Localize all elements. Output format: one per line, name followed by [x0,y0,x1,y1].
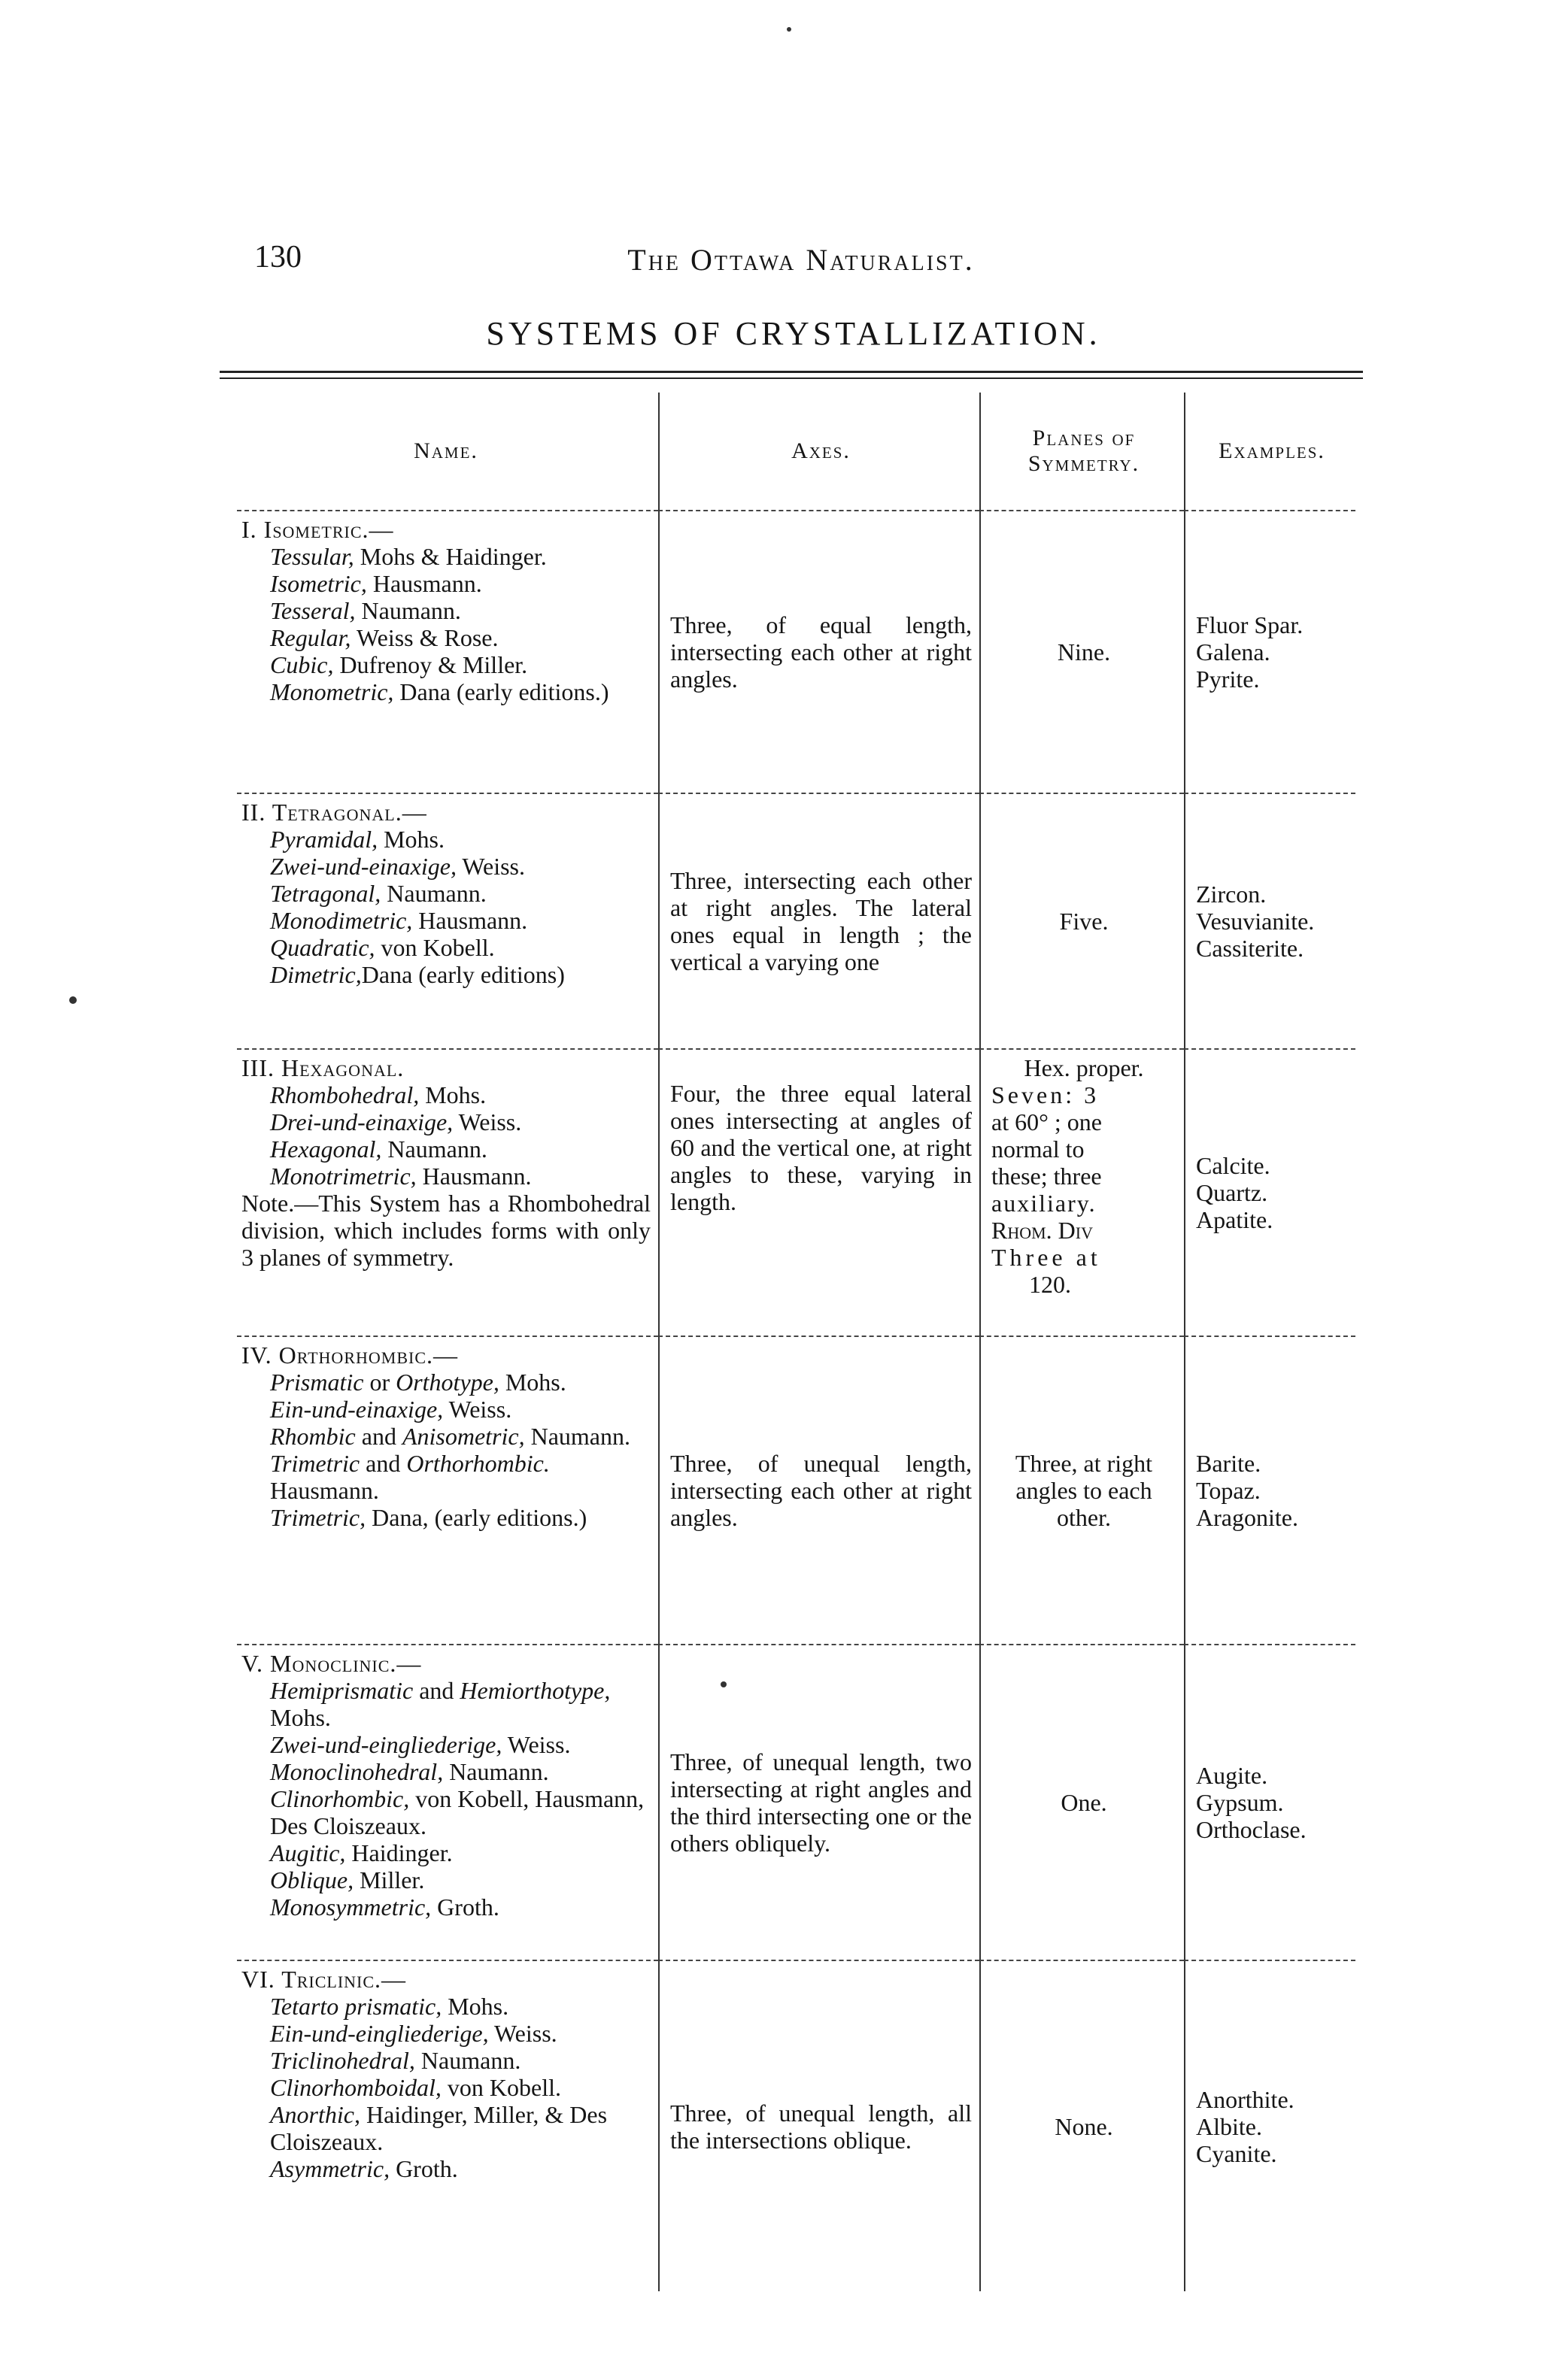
example: Apatite. [1196,1206,1273,1233]
example: Topaz. [1196,1477,1261,1504]
synonym-list [241,1677,651,1921]
example: Augite. [1196,1762,1268,1789]
synonym: Trimetric, Dana, (early editions.) [270,1504,587,1531]
example: Fluor Spar. [1196,611,1304,638]
top-rule-thin [220,377,1363,379]
row-tetragonal-planes: Five. [979,794,1184,1050]
planes-line: 120. [1029,1271,1071,1298]
example: Vesuvianite. [1196,908,1315,935]
example: Pyrite. [1196,665,1260,693]
synonym: Isometric, Hausmann. [270,570,482,597]
row-triclinic-axes: Three, of unequal length, all the intersections oblique. [658,1961,979,2291]
synonym: Rhombic and Anisometric, Naumann. [270,1423,630,1450]
example: Calcite. [1196,1152,1270,1179]
example: Cassiterite. [1196,935,1304,962]
header-examples: Examples. [1184,393,1355,511]
header-axes: Axes. [658,393,979,511]
synonym: Tesseral, Naumann. [270,597,461,624]
example: Albite. [1196,2112,1262,2140]
row-monoclinic-name [237,1645,658,1961]
synonym: Oblique, Miller. [270,1866,425,1893]
synonym: Prismatic or Orthotype, Mohs. [270,1369,566,1396]
example: Cyanite. [1196,2139,1277,2167]
example: Barite. [1196,1450,1261,1477]
synonym: Ein-und-einaxige, Weiss. [270,1396,512,1423]
synonym: Monotrimetric, Hausmann. [270,1163,532,1190]
row-isometric-examples [1184,511,1355,794]
row-monoclinic-examples [1184,1645,1355,1961]
synonym: Monodimetric, Hausmann. [270,907,528,934]
row-tetragonal-examples [1184,794,1355,1050]
top-rule [220,371,1363,373]
example: Galena. [1196,638,1270,665]
synonym: Quadratic, von Kobell. [270,934,495,961]
row-hexagonal-planes [979,1050,1184,1337]
synonym: Monosymmetric, Groth. [270,1893,499,1921]
planes-line: Hex. proper. [1024,1054,1144,1081]
synonym: Trimetric and Orthorhombic. Hausmann. [270,1450,550,1504]
planes-line: these; three [991,1163,1102,1190]
section-title: V. Monoclinic.— [241,1650,422,1677]
section-title: IV. Orthorhombic.— [241,1342,459,1369]
row-triclinic-examples [1184,1961,1355,2291]
synonym: Monometric, Dana (early editions.) [270,678,609,705]
row-tetragonal-axes: Three, intersecting each other at right angles. The lateral ones equal in length ; the vertical a varying one [658,794,979,1050]
planes-line: at 60° ; one [991,1108,1102,1135]
row-orthorhombic-planes: Three, at right angles to each other. [979,1337,1184,1645]
row-hexagonal-axes: Four, the three equal lateral ones intersecting at angles of 60 and the vertical one, at right angles to these, varying in length. [658,1050,979,1337]
synonym: Asymmetric, Groth. [270,2155,458,2182]
header-planes: Planes of Symmetry. [979,393,1184,511]
synonym-list [241,1993,651,2182]
synonym: Pyramidal, Mohs. [270,826,445,853]
synonym: Zwei-und-einaxige, Weiss. [270,853,525,880]
row-hexagonal-examples [1184,1050,1355,1337]
row-isometric-planes: Nine. [979,511,1184,794]
example: Gypsum. [1196,1789,1284,1816]
synonym: Tetarto prismatic, Mohs. [270,1993,509,2020]
synonym: Monoclinohedral, Naumann. [270,1758,549,1785]
planes-line: Seven: 3 [991,1081,1100,1108]
synonym: Anorthic, Haidinger, Miller, & Des Cloiszeaux. [270,2101,608,2155]
row-orthorhombic-axes: Three, of unequal length, intersecting each other at right angles. [658,1337,979,1645]
synonym-list [241,1081,651,1190]
row-isometric-name [237,511,658,794]
row-orthorhombic-name [237,1337,658,1645]
example: Anorthite. [1196,2085,1294,2113]
synonym: Cubic, Dufrenoy & Miller. [270,651,528,678]
synonym: Clinorhombic, von Kobell, Hausmann, Des Cloiszeaux. [270,1785,645,1839]
row-tetragonal-name [237,794,658,1050]
print-speck [787,27,791,32]
synonym: Dimetric,Dana (early editions) [270,961,565,988]
example: Orthoclase. [1196,1816,1307,1843]
header-name: Name. [237,393,658,511]
table-title: SYSTEMS OF CRYSTALLIZATION. [486,315,1101,352]
section-title: III. Hexagonal. [241,1054,405,1081]
synonym: Tetragonal, Naumann. [270,880,487,907]
print-speck [721,1681,727,1687]
running-head: The Ottawa Naturalist. [627,243,975,277]
synonym: Rhombohedral, Mohs. [270,1081,487,1108]
synonym-list [241,826,651,988]
synonym: Ein-und-eingliederige, Weiss. [270,2020,557,2047]
crystal-systems-table [237,393,1355,2291]
planes-line: normal to [991,1135,1085,1163]
synonym-list [241,543,651,705]
planes-line: Three at [991,1244,1101,1271]
hexagonal-note: Note.—This System has a Rhombohedral division, which includes forms with only 3 planes of symmetry. [241,1190,651,1271]
row-triclinic-planes: None. [979,1961,1184,2291]
row-hexagonal-name [237,1050,658,1337]
page-number: 130 [254,240,302,274]
synonym: Zwei-und-eingliederige, Weiss. [270,1731,571,1758]
margin-mark [69,996,77,1004]
synonym: Drei-und-einaxige, Weiss. [270,1108,522,1135]
synonym: Hexagonal, Naumann. [270,1135,487,1163]
synonym: Tessular, Mohs & Haidinger. [270,543,547,570]
section-title: VI. Triclinic.— [241,1966,407,1993]
example: Zircon. [1196,881,1267,908]
row-monoclinic-planes: One. [979,1645,1184,1961]
synonym: Augitic, Haidinger. [270,1839,453,1866]
row-triclinic-name [237,1961,658,2291]
synonym: Regular, Weiss & Rose. [270,624,499,651]
planes-line: auxiliary. [991,1190,1097,1217]
row-isometric-axes: Three, of equal length, intersecting each other at right angles. [658,511,979,794]
example: Quartz. [1196,1179,1268,1206]
example: Aragonite. [1196,1504,1298,1531]
section-title: I. Isometric.— [241,516,394,543]
synonym: Triclinohedral, Naumann. [270,2047,521,2074]
planes-line: Rhom. Div [991,1217,1094,1244]
row-monoclinic-axes: Three, of unequal length, two intersecting at right angles and the third intersecting one or the others obliquely. [658,1645,979,1961]
synonym: Clinorhomboidal, von Kobell. [270,2074,561,2101]
synonym-list [241,1369,651,1531]
row-orthorhombic-examples [1184,1337,1355,1645]
section-title: II. Tetragonal.— [241,799,427,826]
synonym: Hemiprismatic and Hemiorthotype, Mohs. [270,1677,611,1731]
